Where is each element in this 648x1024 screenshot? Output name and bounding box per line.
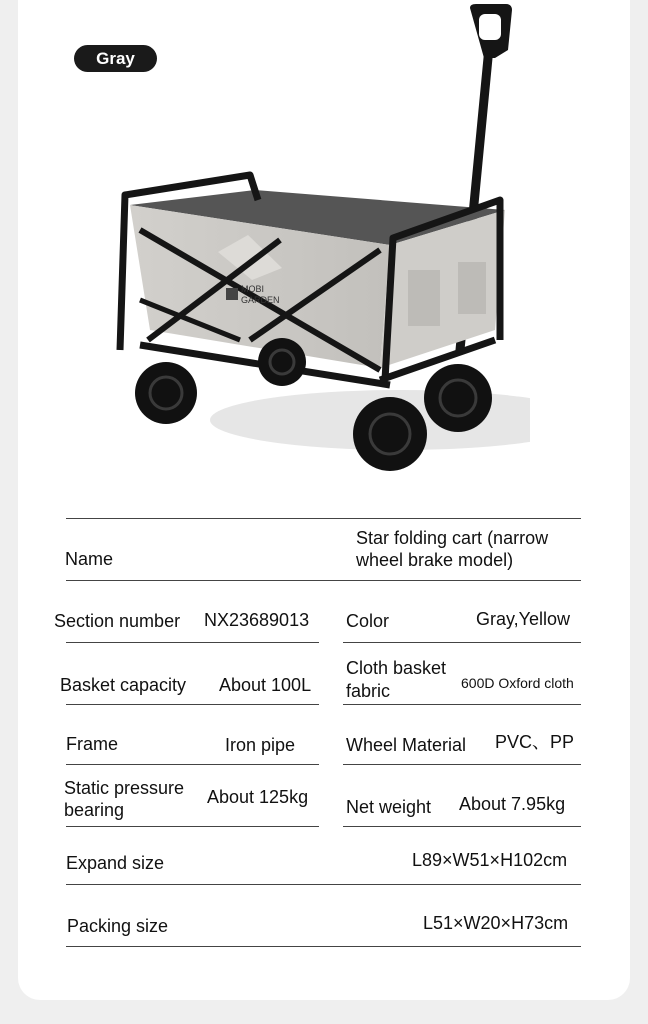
static-pressure-label-line1: Static pressure (64, 778, 185, 798)
cloth-basket-fabric-value: 600D Oxford cloth (461, 675, 574, 691)
basket-capacity-label: Basket capacity (60, 675, 187, 695)
cloth-basket-fabric-label-line1: Cloth basket (346, 658, 447, 678)
frame-label: Frame (66, 734, 119, 754)
static-pressure-label-line2: bearing (64, 800, 125, 820)
cloth-basket-fabric-label-line2: fabric (346, 681, 391, 701)
name-value-line2: wheel brake model) (356, 550, 514, 570)
color-value: Gray,Yellow (476, 609, 571, 629)
brand-line1: MOBI (241, 284, 265, 294)
color-badge: Gray (74, 45, 157, 72)
section-number-label: Section number (54, 611, 181, 631)
packing-size-value: L51×W20×H73cm (423, 913, 569, 933)
packing-size-label: Packing size (67, 916, 169, 936)
table-rule (343, 826, 581, 827)
wagon-image (100, 0, 530, 490)
name-label: Name (65, 549, 114, 569)
name-value-line1: Star folding cart (narrow (356, 528, 549, 548)
net-weight-label: Net weight (346, 797, 432, 817)
expand-size-label: Expand size (66, 853, 165, 873)
table-rule (66, 580, 581, 581)
color-label: Color (346, 611, 390, 631)
table-rule (343, 642, 581, 643)
section-number-value: NX23689013 (204, 610, 310, 630)
table-rule (66, 826, 319, 827)
table-rule (343, 704, 581, 705)
brand-line2: GARDEN (241, 295, 280, 305)
table-rule (343, 764, 581, 765)
table-rule (66, 518, 581, 519)
table-rule (66, 884, 581, 885)
table-rule (66, 946, 581, 947)
basket-capacity-value: About 100L (219, 675, 312, 695)
expand-size-value: L89×W51×H102cm (412, 850, 568, 870)
frame-value: Iron pipe (225, 735, 296, 755)
static-pressure-value: About 125kg (207, 787, 309, 807)
wheel-material-value: PVC、PP (495, 732, 575, 752)
table-rule (66, 642, 319, 643)
wheel-material-label: Wheel Material (346, 735, 467, 755)
table-rule (66, 704, 319, 705)
table-rule (66, 764, 319, 765)
net-weight-value: About 7.95kg (459, 794, 566, 814)
